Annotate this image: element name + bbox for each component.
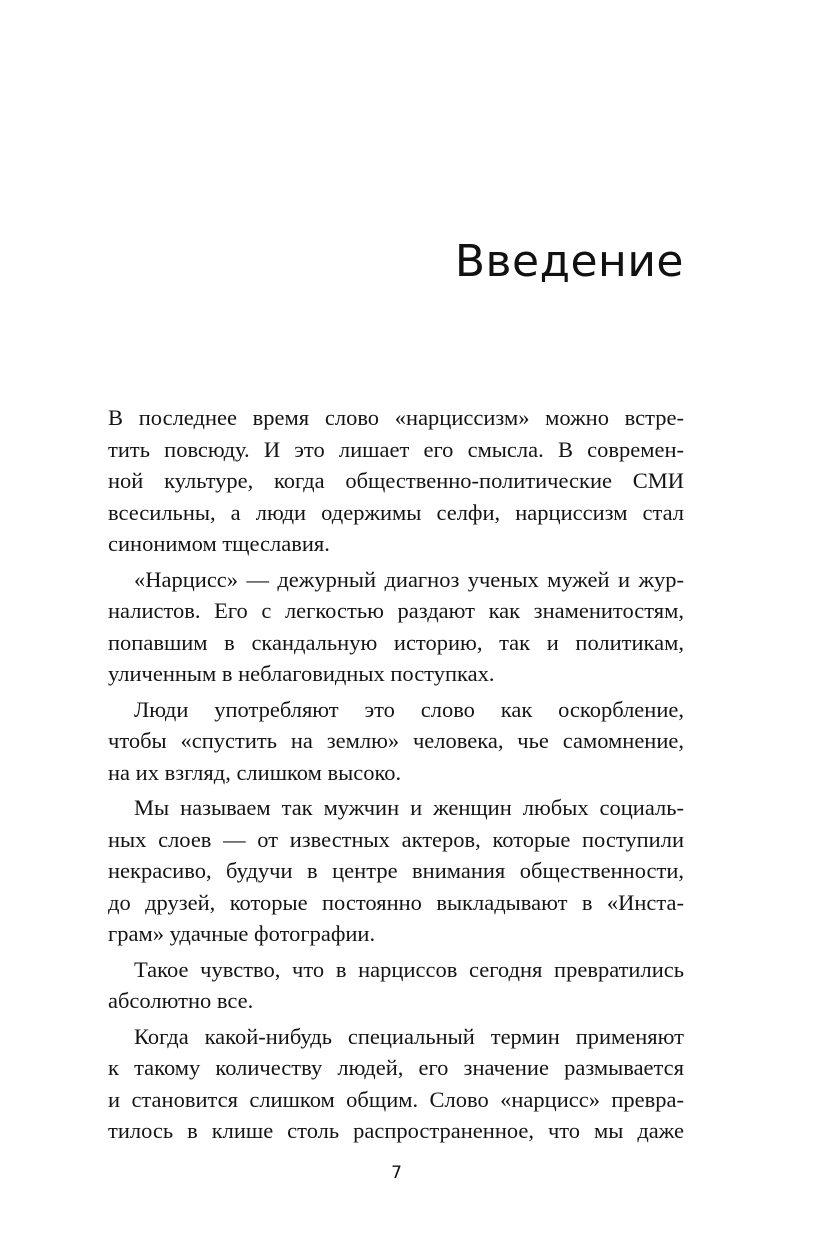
text-line: попавшим в скандальную историю, так и политикам, [108,629,684,655]
text-line: тить повсюду. И это лишает его смысла. В современ- [108,436,684,462]
text-line: тилось в клише столь распространенное, что мы даже [108,1118,684,1143]
text-line: Такое чувство, что в нарциссов сегодня превратились [134,956,684,982]
text-line: Люди употребляют это слово как оскорбление, [134,696,684,722]
text-line: к такому количеству людей, его значение размывается [108,1055,684,1080]
text-line: до друзей, которые постоянно выкладывают в «Инста- [108,889,684,915]
text-line: всесильны, а люди одержимы селфи, нарциссизм стал [108,499,684,525]
paragraph-1 [108,402,684,560]
paragraph-4 [108,792,684,950]
text-line: синонимом тщеславия. [108,531,330,556]
text-line: «Нарцисс» — дежурный диагноз ученых мужей и жур- [134,566,684,592]
text-line: ной культуре, когда общественно-политические СМИ [108,468,684,493]
text-line: ных слоев — от известных актеров, которые поступили [108,826,684,852]
text-line: абсолютно все. [108,988,254,1013]
text-line: некрасиво, будучи в центре внимания общественности, [108,858,684,883]
paragraph-5 [108,954,684,1017]
page-number: 7 [391,1163,402,1183]
text-line: уличенным в неблаговидных поступках. [108,661,495,686]
text-line: чтобы «спустить на землю» человека, чье самомнение, [108,728,684,753]
body-text [108,402,684,1147]
chapter-title: Введение [454,236,684,287]
text-line: и становится слишком общим. Слово «нарцисс» превра- [108,1086,684,1112]
text-line: В последнее время слово «нарциссизм» можно встре- [108,405,684,430]
paragraph-6 [108,1021,684,1147]
text-line: налистов. Его с легкостью раздают как знаменитостям, [108,598,684,623]
text-line: грам» удачные фотографии. [108,921,376,946]
text-line: Мы называем так мужчин и женщин любых социаль- [134,795,684,820]
paragraph-2 [108,564,684,690]
text-line: Когда какой-нибудь специальный термин применяют [134,1023,684,1049]
text-line: на их взгляд, слишком высоко. [108,759,402,785]
paragraph-3 [108,694,684,789]
